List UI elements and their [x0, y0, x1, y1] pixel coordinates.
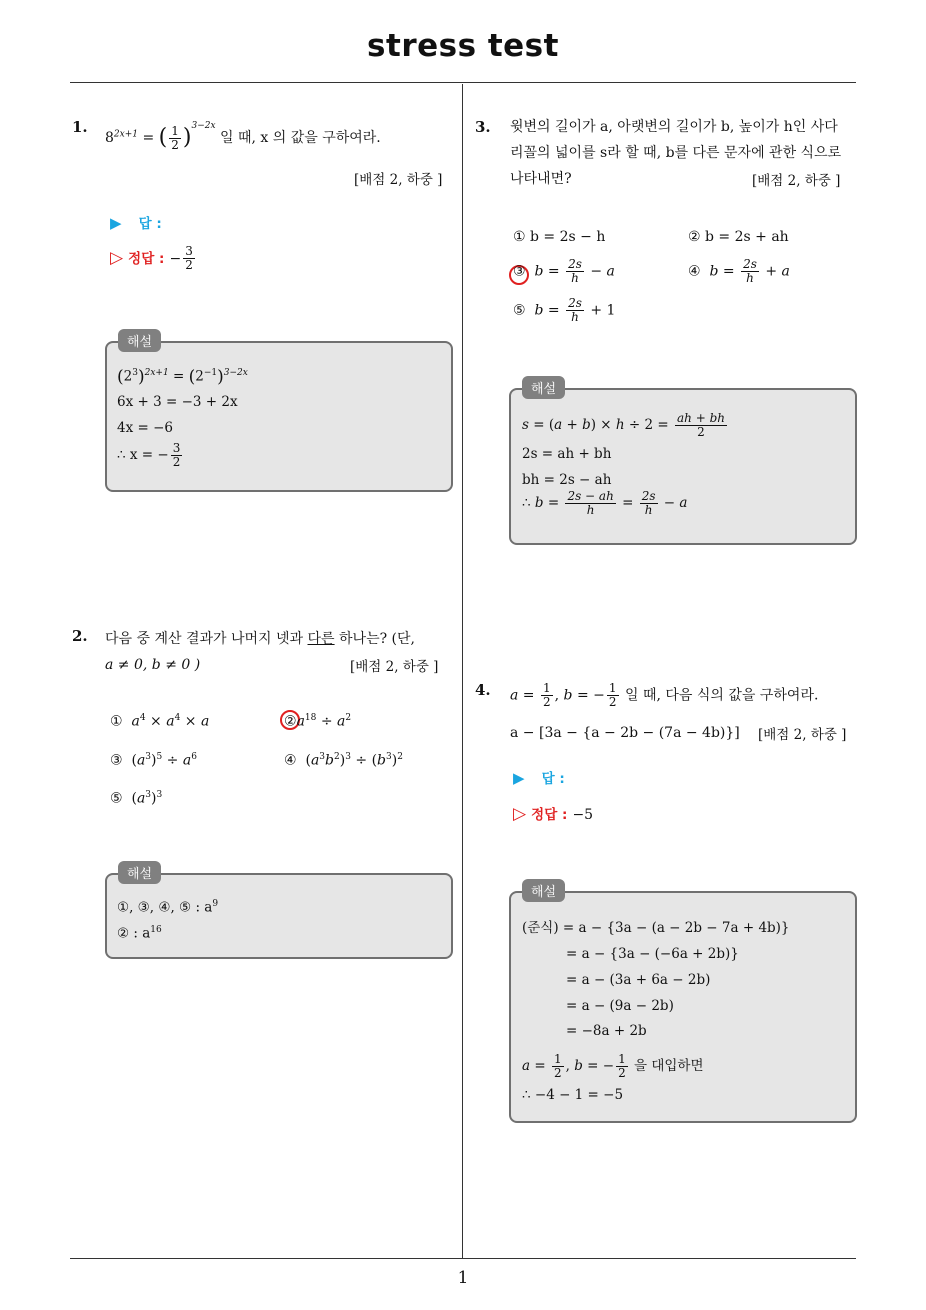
key-value: − — [169, 251, 182, 267]
question-3-option-1[interactable]: ① b = 2s − h — [513, 229, 606, 245]
question-4-expression: a − [3a − {a − 2b − (7a − 4b)}] — [510, 725, 740, 741]
explanation-line-4: = a − (9a − 2b) — [566, 998, 674, 1014]
explanation-line-1: ①, ③, ④, ⑤ : $a^9$ — [117, 899, 219, 916]
question-2-option-5[interactable]: ⑤ $(a^3)^3$ — [110, 790, 163, 807]
question-2-number: 2. — [72, 627, 88, 645]
question-1-suffix: 일 때, x 의 값을 구하여라. — [220, 130, 381, 146]
explanation-line-4: ∴ x = − $\frac{3}{2}$ — [117, 441, 181, 469]
explanation-tab: 해설 — [522, 376, 565, 399]
triangle-outline-icon: ▷ — [110, 248, 124, 268]
question-3-stem-line-2: 리꼴의 넓이를 s라 할 때, b를 다른 문자에 관한 식으로 — [510, 145, 842, 161]
question-4-key-row — [513, 803, 593, 825]
explanation-line-6: a = $\frac{1}{2}$ , b = − $\frac{1}{2}$ 을 대입하면 — [522, 1052, 704, 1080]
question-3-stem-line-3: 나타내면? — [510, 171, 572, 187]
question-4-answer-row — [513, 767, 565, 787]
question-1-stem: $8^{2x+1}$ = ( $\frac{1}{2}$ )$^{3-2x}$ 일 때, x 의 값을 구하여라. — [105, 121, 381, 152]
explanation-tab: 해설 — [118, 329, 161, 352]
question-2-stem-line-1: 다음 중 계산 결과가 나머지 넷과 다른 하나는? (단, — [105, 631, 415, 647]
question-3-number: 3. — [475, 118, 491, 136]
question-1-answer-row — [110, 212, 162, 232]
question-3-option-2[interactable]: ② b = 2s + ah — [688, 229, 789, 245]
explanation-tab: 해설 — [522, 879, 565, 902]
question-2-option-4[interactable]: ④ $(a^3b^2)^3 \div (b^3)^2$ — [284, 752, 403, 769]
play-icon: ▶ — [513, 769, 525, 787]
question-3-option-3[interactable]: ③ b = $\frac{2s}{h}$ − a — [513, 257, 615, 285]
explanation-line-2: 6x + 3 = −3 + 2x — [117, 394, 238, 410]
question-1-number: 1. — [72, 118, 88, 136]
play-icon: ▶ — [110, 214, 122, 232]
answer-label: 답 : — [138, 216, 162, 232]
explanation-line-5: = −8a + 2b — [566, 1023, 647, 1039]
page-title: stress test — [367, 28, 559, 64]
question-3-meta: [배점 2, 하중 ] — [752, 173, 841, 189]
question-2-option-2[interactable]: $②a^{18} \div a^2$ — [284, 713, 352, 730]
key-value: −5 — [572, 807, 594, 823]
explanation-line-1: s = (a + b) × h ÷ 2 = $\frac{ah + bh}{2}$ — [522, 411, 725, 439]
explanation-line-4: ∴ b = $\frac{2s - ah}{h}$ = $\frac{2s}{h}$ − a — [522, 489, 688, 517]
header-rule — [70, 82, 856, 83]
triangle-outline-icon: ▷ — [513, 804, 527, 824]
explanation-line-1: (준식) = a − {3a − (a − 2b − 7a + 4b)} — [522, 920, 790, 936]
question-2-option-1[interactable]: ① $a^4 \times a^4 \times a$ — [110, 713, 210, 730]
explanation-line-2: = a − {3a − (−6a + 2b)} — [566, 946, 739, 962]
answer-label: 답 : — [541, 771, 565, 787]
explanation-tab: 해설 — [118, 861, 161, 884]
question-4-stem: a = $\frac{1}{2}$ , b = − $\frac{1}{2}$ 일 때, 다음 식의 값을 구하여라. — [510, 681, 819, 709]
question-1-meta: [배점 2, 하중 ] — [354, 172, 443, 188]
question-4-number: 4. — [475, 681, 491, 699]
question-1-key-row: ▷ 정답 : − $\frac{3}{2}$ — [110, 244, 193, 272]
explanation-line-1: $(2^3)^{2x+1} = (2^{-1})^{3-2x}$ — [117, 367, 248, 387]
question-3-option-5[interactable]: ⑤ b = $\frac{2s}{h}$ + 1 — [513, 296, 616, 324]
question-3-stem-line-1: 윗변의 길이가 a, 아랫변의 길이가 b, 높이가 h인 사다 — [510, 119, 838, 135]
explanation-line-3: bh = 2s − ah — [522, 472, 612, 488]
key-label: 정답 : — [531, 807, 568, 823]
page-number: 1 — [457, 1268, 469, 1288]
question-2-meta: [배점 2, 하중 ] — [350, 659, 439, 675]
question-4-meta: [배점 2, 하중 ] — [758, 727, 847, 743]
footer-rule — [70, 1258, 856, 1259]
explanation-line-2: ② : $a^{16}$ — [117, 925, 162, 942]
question-2-option-3[interactable]: ③ $(a^3)^5 \div a^6$ — [110, 752, 197, 769]
question-2-stem-line-2: a ≠ 0, b ≠ 0 ) — [105, 657, 201, 673]
explanation-line-3: = a − (3a + 6a − 2b) — [566, 972, 711, 988]
column-divider — [462, 84, 463, 1258]
explanation-line-7: ∴ −4 − 1 = −5 — [522, 1087, 624, 1103]
question-3-option-4[interactable]: ④ b = $\frac{2s}{h}$ + a — [688, 257, 790, 285]
key-label: 정답 : — [128, 251, 165, 267]
explanation-line-3: 4x = −6 — [117, 420, 173, 436]
explanation-line-2: 2s = ah + bh — [522, 446, 612, 462]
